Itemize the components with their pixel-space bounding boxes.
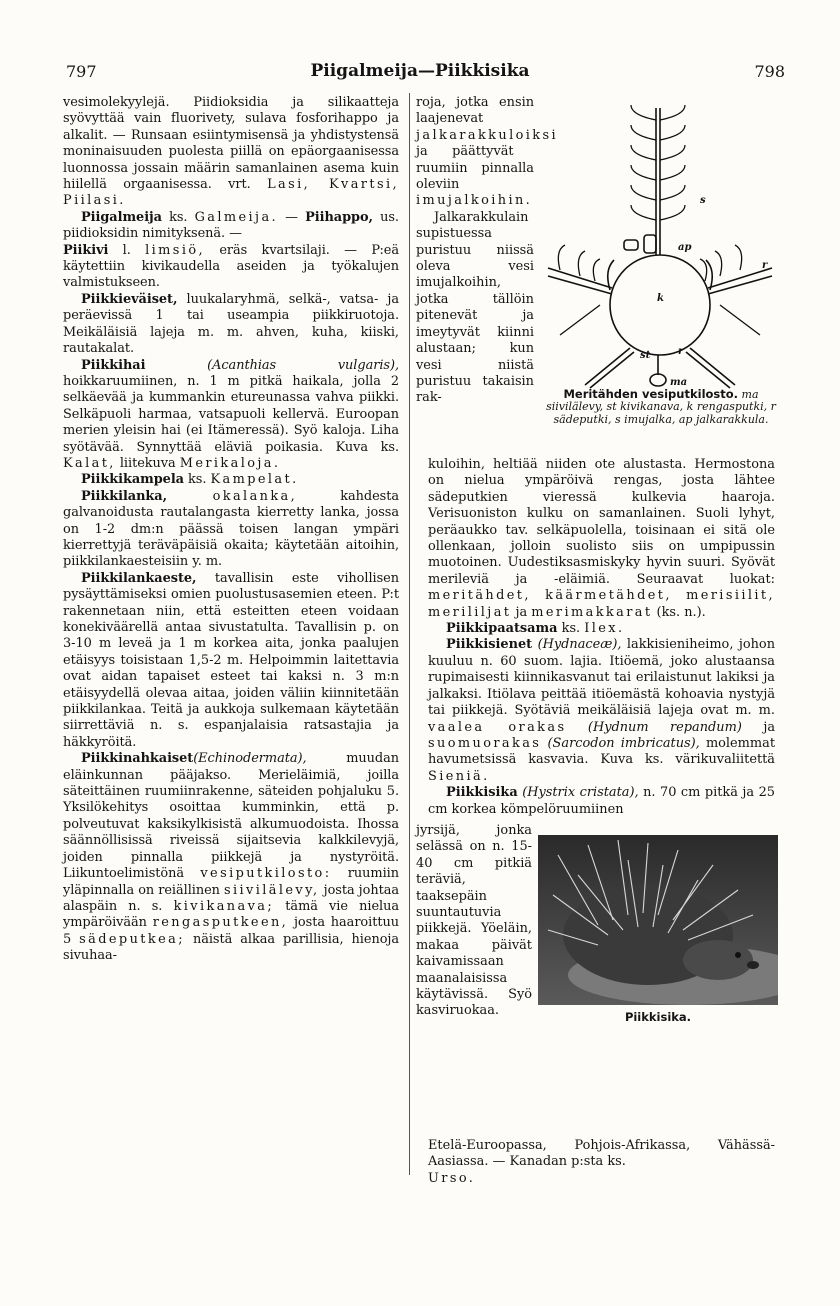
entry-piikivi: Piikivi l. limsiö, eräs kvartsilaji. — P:eä käytettiin kivikaudella aseiden ja työkalujen valmistukseen. (63, 242, 399, 291)
right-column-main: kuloihin, heltiää niiden ote alustasta. Hermostona on nielua ympäröivä rengas, josta lähtee sädeputkien vieressä kulkevia haaroja. Verisuoniston kulku on samanlainen. Suoli lyhyt, peräaukko tav. selkäpuolella, toisinaan ei sitä ole ollenkaan, jolloin suolisto siis on umpipussin muotoinen. Uudestiksasmiskyky hyvin suuri. Syövät merileviä ja -eläimiä. Seuraavat luokat: meritähdet, käärmetähdet, merisiilit, merililjat ja merimakkarat (ks. n.). Piikkipaatsama ks. Ilex. Piikkisienet (Hydnaceæ), lakkisieniheimo, johon kuuluu n. 60 suom. lajia. Itiöemä, joko alustaansa rupimaisesti kiinnikasvanut tai erilaistunut lakiksi ja jalkaksi. Itiölava peittää itiöemästä kohoavia nystyjä tai piikkejä. Syötäviä meikäläisiä lajeja ovat m. m. vaalea orakas (Hydnum repandum) ja suomuorakas (Sarcodon imbricatus), molemmat havumetsissä kasvavia. Kuva ks. värikuvaliitettä Sieniä. Piikkisika (Hystrix cristata), n. 70 cm pitkä ja 25 cm korkea kömpelöruumiinen (428, 457, 776, 817)
fig-label-r1: r (762, 260, 768, 271)
entry-piihappo: Piihappo, (305, 209, 373, 225)
left-column (63, 95, 399, 965)
fig-label-st: st (640, 350, 651, 361)
running-title: Piigalmeija—Piikkisika (310, 61, 530, 81)
figure1-caption: Meritähden vesiputkilosto. ma siivilälevy, st kivikanava, k rengasputki, r sädeputki, s imujalka, ap jalkarakkula. (546, 387, 776, 426)
entry-piikkipaatsama: Piikkipaatsama ks. Ilex. (446, 621, 625, 637)
right-narrow-text-top: roja, jotka ensin laajenevat jalkarakkuloiksi ja päättyvät ruumiin pinnalla oleviin imujalkoihin. Jalkarakkulain supistuessa puristuu niissä oleva vesi imujalkoihin, jotka tällöin pitenevät ja imeytyvät kiinni alustaan; kun vesi niistä puristuu takaisin rak- (416, 95, 559, 406)
fig-label-r2: r (678, 346, 684, 357)
page-number-right: 798 (754, 62, 785, 81)
page-number-left: 797 (66, 62, 97, 81)
column-divider (409, 93, 410, 1175)
entry-piikkihai: Piikkihai (Acanthias vulgaris), hoikkaruumiinen, n. 1 m pitkä haikala, jolla 2 selkäevää ja kummankin etureunassa vahva piikki. Selkäpuoli harmaa, vatsapuoli kellervä. Euroopan merien yleisin hai (ei Itämeressä). Syö kaloja. Liha syötävää. Synnyttää eläviä poikasia. Kuva ks. Kalat, liitekuva Merikaloja. (63, 357, 399, 471)
fig-label-k: k (657, 293, 664, 304)
page-header (0, 58, 840, 86)
fig-label-s: s (700, 195, 706, 206)
figure2-caption: Piikkisika. (624, 1010, 692, 1024)
porcupine-photo (538, 835, 778, 1005)
water-vascular-system-figure (540, 100, 780, 390)
ring-canal (610, 255, 710, 355)
fig-label-ma: ma (670, 377, 688, 388)
entry-piikkisika: Piikkisika (Hystrix cristata), n. 70 cm pitkä ja 25 cm korkea kömpelöruumiinen (428, 785, 776, 817)
paragraph-pii-end: vesimolekyylejä. Piidioksidia ja silikaatteja syövyttää vain fluorivety, sulava fosforihappo ja alkalit. — Runsaan esiintymisensä ja yhdistystensä moninaisuuden puolesta piillä on epäorgaanisessa luonnossa jossain määrin samanlainen asema kuin hiilellä orgaanisessa. vrt. Lasi, Kvartsi, Piilasi. (63, 95, 399, 209)
entry-piikkilanka: Piikkilanka, okalanka, kahdesta galvanoidusta rautalangasta kierretty lanka, jossa on 1-2 dm:n päässä toisen langan ympäri kierrettyjä teräväpäisiä okaita; käytetään aitoihin, piikkilankaesteisiin y. m. (63, 488, 400, 570)
fig-label-ap: ap (678, 242, 692, 253)
right-narrow-text-bottom: jyrsijä, jonka selässä on n. 15-40 cm pitkiä teräviä, taaksepäin suuntautuvia piikkejä. Yöeläin, makaa päivät kaivamissaan maanalaisissa käytävissä. Syö kasviruokaa. (416, 823, 532, 1019)
entry-piikkievaiset: Piikkieväiset, luukalaryhmä, selkä-, vatsa- ja peräevissä 1 tai useampia piikkiruotoja. Meikäläisiä lajeja m. m. ahven, kuha, kiiski, rautakalat. (63, 291, 399, 357)
entry-piikkisienet: Piikkisienet (Hydnaceæ), lakkisieniheimo, johon kuuluu n. 60 suom. lajia. Itiöemä, joko alustaansa rupimaisesti kiinnikasvanut tai erilaistunut lakiksi ja jalkaksi. Itiölava peittää itiöemästä kohoavia nystyjä tai piikkejä. Syötäviä meikäläisiä lajeja ovat m. m. vaalea orakas (Hydnum repandum) ja suomuorakas (Sarcodon imbricatus), molemmat havumetsissä kasvavia. Kuva ks. värikuvaliitettä Sieniä. (428, 637, 775, 784)
entry-piikkinahkaiset: Piikkinahkaiset(Echinodermata), muudan eläinkunnan pääjakso. Merieläimiä, joilla säteittäinen ruumiinrakenne, säteiden pohjaluku 5. Yksilökehitys osoittaa kumminkin, että p. polveutuvat kaksikylkisistä alkumuodoista. Ihossa säännöllisissä riveissä sijaitsevia kalkkilevyjä, joiden pinnalla piikkejä ja nystyröitä. Liikuntoelimistönä vesiputkilosto: ruumiin yläpinnalla on reiällinen siivilälevy, josta johtaa alaspäin n. s. kivikanava; tämä vie nielua ympäröivään rengasputkeen, josta haaroittuu 5 sädeputkea; näistä alkaa parillisia, hienoja sivuhaa- (63, 751, 399, 964)
entry-piikkilankaeste: Piikkilankaeste, tavallisin este vihollisen pysäyttämiseksi omien puolustusasemien eteen. P:t rakennetaan niin, että esteitten eteen voidaan konekiväärellä antaa sivustatulta. Tavallisin p. on 3-10 m leveä ja 1 m korkea aita, jonka paalujen etäisyys toisistaan 1,5-2 m. Helpoimmin laitettavia ovat aidan tapaiset esteet tai kaksi n. 3 m:n etäisyydellä olevaa aitaa, joiden väliin kiinnitetään piikkilankaa. Teitä ja aukkoja sulkemaan käytetään siirrettäviä n. s. espanjalaisia ratsastajia ja häkkyröitä. (63, 570, 399, 750)
entry-piikkikampela: Piikkikampela ks. Kampelat. (81, 472, 299, 488)
entry-piigalmeija: Piigalmeija ks. Galmeija. — Piihappo, us. piidioksidin nimityksenä. — (63, 209, 399, 242)
right-column-end: Etelä-Euroopassa, Pohjois-Afrikassa, Vähässä-Aasiassa. — Kanadan p:sta ks. Urso. (428, 1138, 775, 1186)
